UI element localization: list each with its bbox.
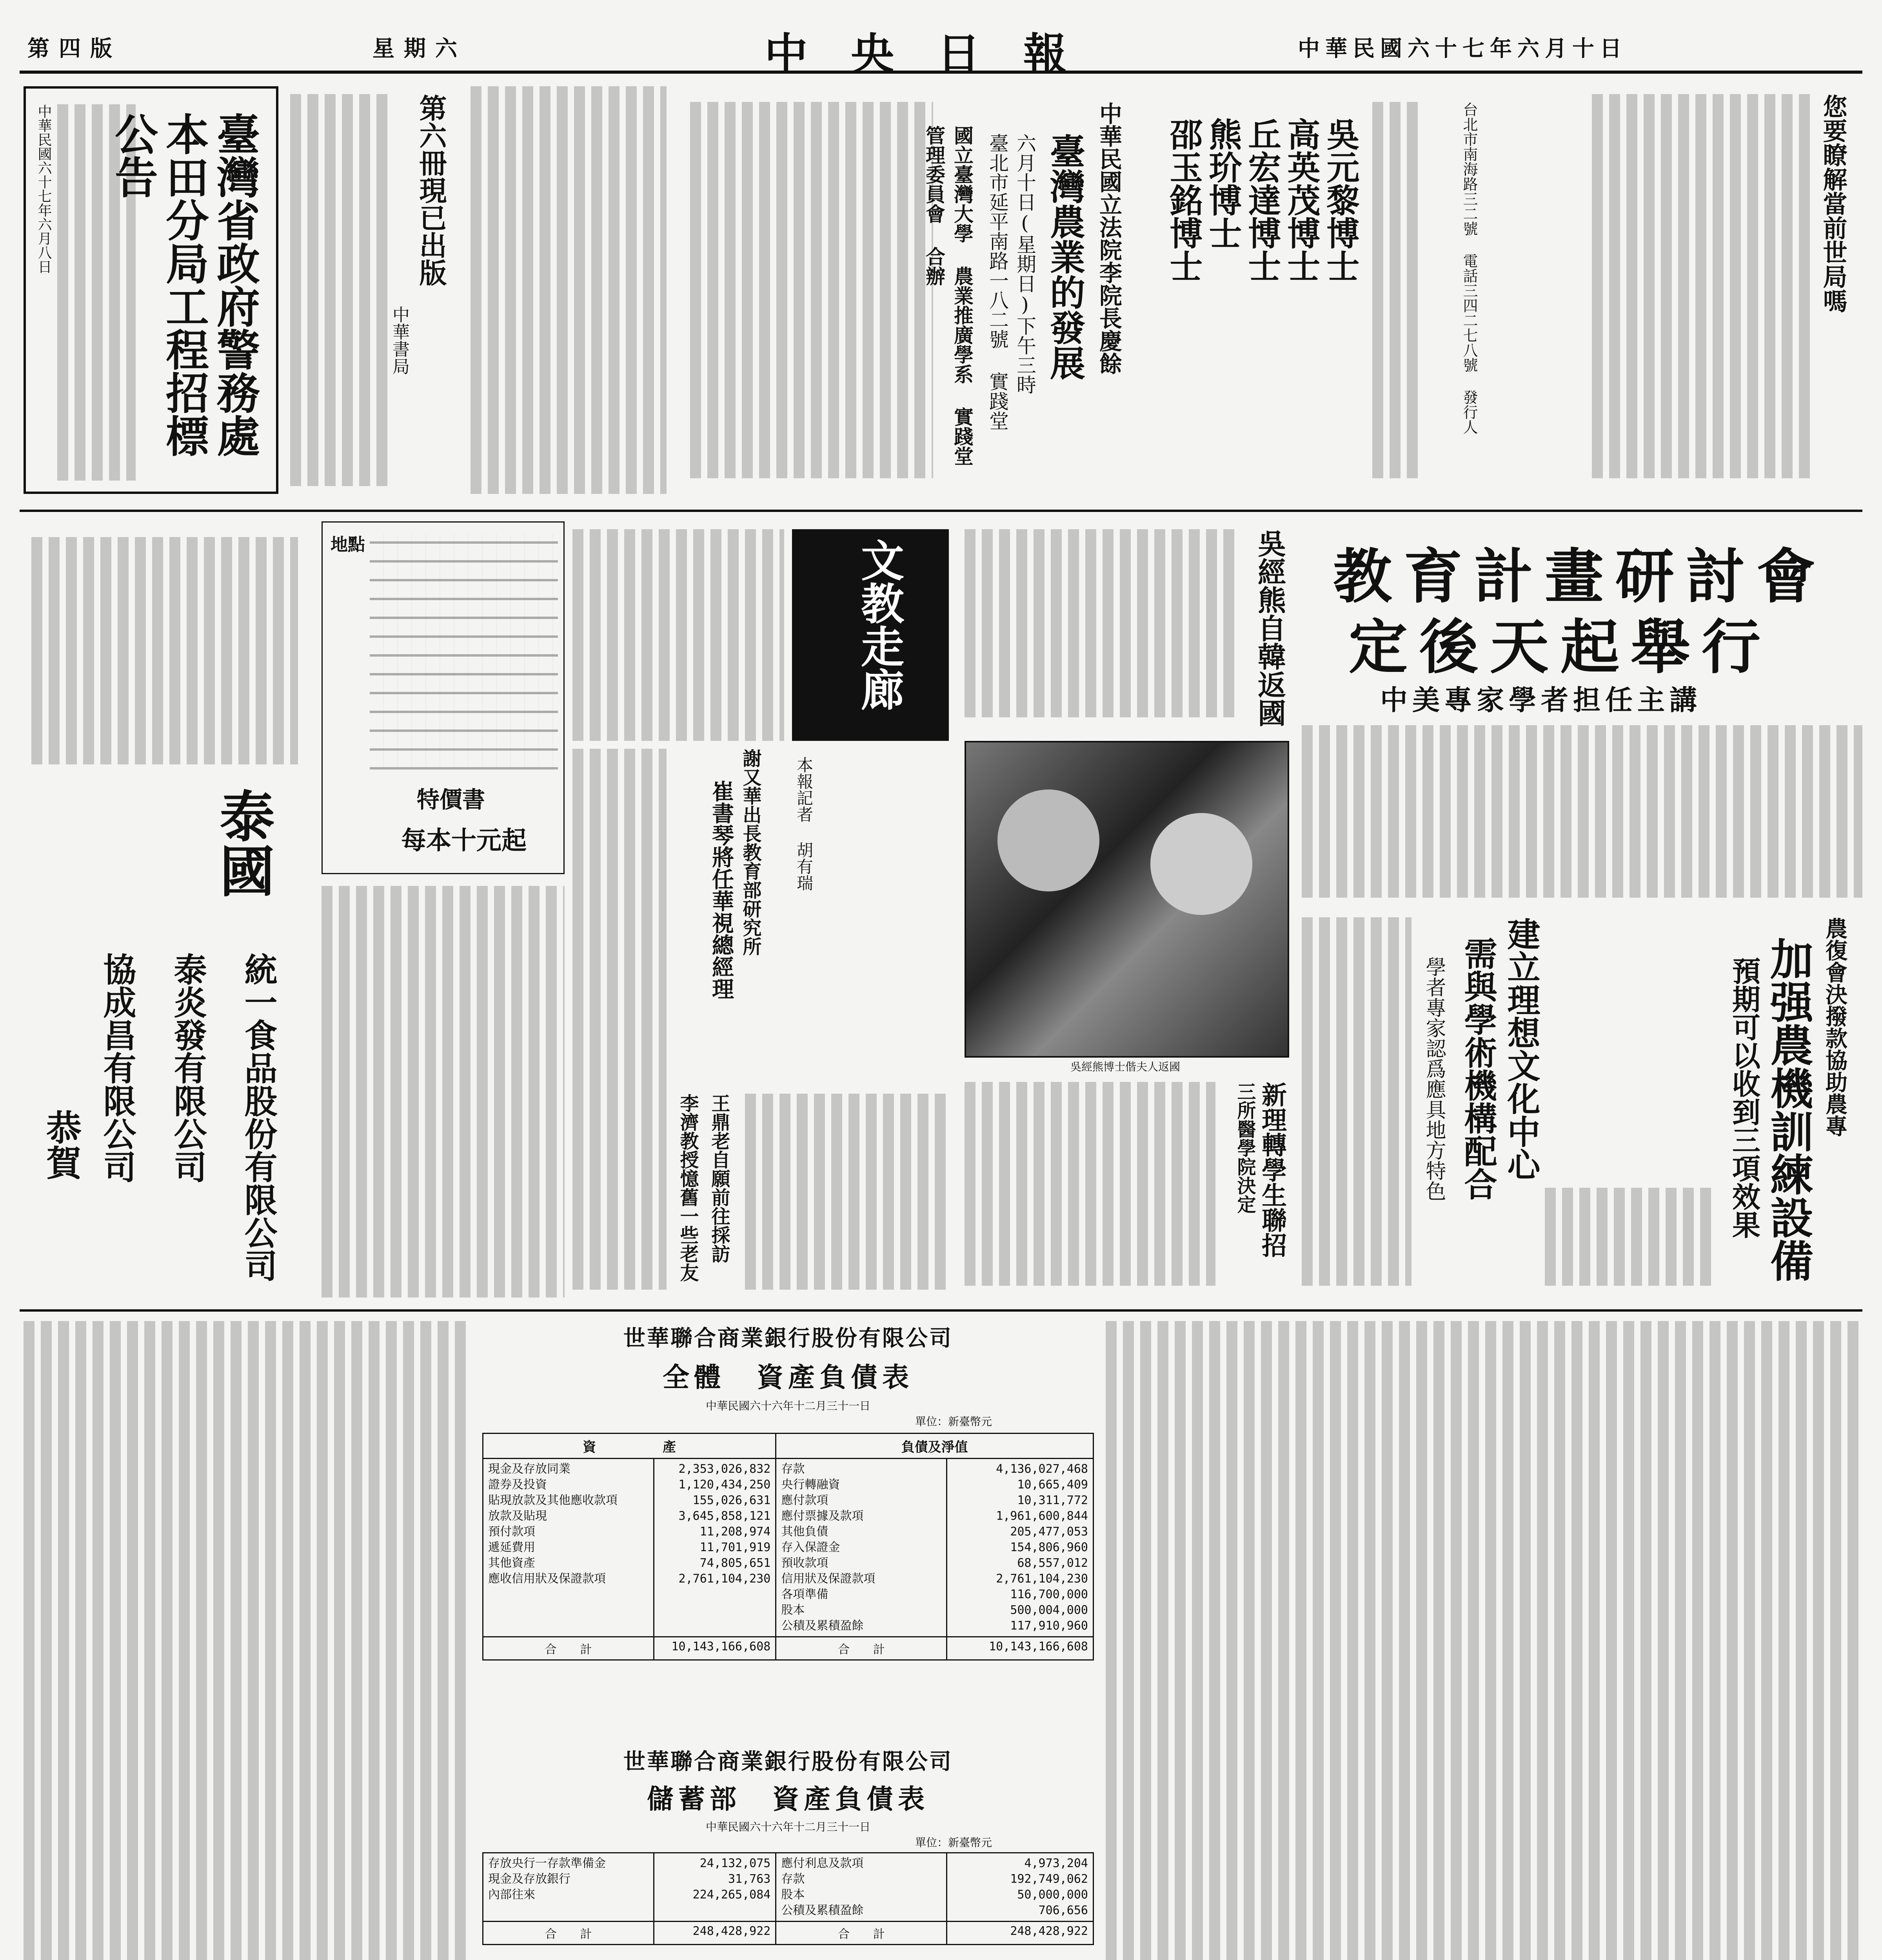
bs1-asset-amount: 1,120,434,250 [678,1478,771,1492]
bs2-asset-amount: 224,265,084 [692,1888,771,1902]
bs1-asset-item: 預付款項 [488,1525,535,1539]
vertical-ads [470,86,667,494]
wu-headline: 吳經熊自韓返國 [1253,529,1286,727]
bs1-asset-item: 放款及貼現 [488,1509,547,1523]
wu-article [957,521,1294,1298]
photo-person-left [997,789,1099,891]
bs1-liability-amount: 4,136,027,468 [996,1462,1088,1476]
bs1-total-assets: 10,143,166,608 [654,1637,776,1660]
event-time: 六月十日(星期日)下午三時 [1014,133,1036,394]
bs1-company: 世華聯合商業銀行股份有限公司 [623,1325,953,1351]
bs1-asset-item: 現金及存放同業 [488,1462,570,1476]
bs1-liability-item: 存入保證金 [781,1541,840,1554]
bs2-liability-amount: 50,000,000 [1017,1888,1088,1902]
bs1-liability-item: 預收款項 [781,1556,828,1570]
taiguo-company-2: 泰炎發有限公司 [169,953,207,1183]
main-headline-1: 教育計畫研討會 [1333,542,1828,611]
main-headline-2: 定後天起舉行 [1349,613,1773,682]
book-ad [290,86,455,494]
bs1-liability-amount: 154,806,960 [1010,1541,1088,1554]
taiguo-ad [24,521,306,1298]
map-label: 地點 [331,535,365,555]
agri-sub: 預期可以收到三項效果 [1728,956,1761,1239]
bs2-liability-amount: 706,656 [1038,1904,1088,1917]
bs2-liability-amount: 4,973,204 [1024,1857,1088,1870]
toc-title: 您要瞭解當前世局嗎 [1819,94,1847,313]
bs1-asset-item: 應收信用狀及保證款項 [488,1572,606,1586]
left-notices [24,1321,470,1960]
right-notices [1106,1321,1858,1960]
event-place: 臺北市延平南路一八二號 實踐堂 [986,133,1009,430]
event-topic: 臺灣農業的發展 [1044,133,1085,380]
bs2-title: 儲蓄部 資產負債表 [647,1784,929,1815]
bs1-assets-header: 資 產 [483,1434,776,1459]
bs2-company: 世華聯合商業銀行股份有限公司 [623,1749,953,1775]
bs2-asset-amount: 24,132,075 [699,1857,771,1870]
bs2-liability-item: 存款 [781,1872,805,1886]
bid-notice [24,86,278,494]
bid-notice-date: 中華民國六十七年六月八日 [36,104,52,274]
bs2-asset-item: 存放央行一存款準備金 [488,1857,606,1870]
masthead [20,16,1862,79]
column-headline-4: 李濟教授憶舊一些老友 [677,1094,699,1282]
price-text: 每本十元起 [401,826,527,855]
main-headline-sub: 中美專家學者担任主講 [1380,684,1702,716]
speaker-5: 邵玉銘博士 [1164,118,1203,282]
bs1-liability-amount: 10,311,772 [1017,1494,1088,1507]
bs1-liability-item: 存款 [781,1462,805,1476]
speaker-2: 高英茂博士 [1282,118,1321,282]
speaker-4: 熊玠博士 [1204,118,1243,249]
bs2-total-liabilities: 248,428,922 [947,1922,1094,1945]
bs1-liability-amount: 10,665,409 [1017,1478,1088,1492]
bs1-total-label: 合 計 [483,1637,654,1660]
balance-sheet-2 [482,1744,1094,1960]
bs1-asset-amount: 74,805,651 [699,1556,771,1570]
balance-sheet-1 [482,1321,1094,1733]
bs1-unit: 單位：新臺幣元 [915,1415,992,1428]
price-title: 特價書 [417,786,485,813]
event-host: 中華民國立法院李院長慶餘 [1095,102,1122,375]
bs2-date: 中華民國六十六年十二月三十一日 [705,1820,870,1833]
bs2-total-assets: 248,428,922 [654,1922,776,1945]
bs1-liability-amount: 116,700,000 [1010,1588,1088,1601]
culture-headline-2: 需與學術機構配合 [1459,937,1498,1200]
event-notice [682,86,1133,494]
bs1-asset-amount: 2,353,026,832 [678,1462,771,1476]
taiguo-company-3: 協成昌有限公司 [98,953,137,1183]
bs2-total-label-2: 合 計 [776,1922,947,1945]
bs1-liability-amount: 500,004,000 [1010,1603,1088,1617]
bs1-asset-amount: 2,761,104,230 [678,1572,771,1586]
bs1-total-liabilities: 10,143,166,608 [947,1637,1094,1660]
culture-headline-sub: 學者專家認爲應具地方特色 [1422,956,1446,1201]
book-ad-distributor: 中華書局 [389,306,409,375]
bs2-asset-item: 現金及存放銀行 [488,1872,570,1886]
speaker-3: 丘宏達博士 [1243,118,1282,282]
taiguo-note: 恭賀 [40,1109,82,1180]
speaker-1: 吳元黎博士 [1321,118,1360,282]
masthead-page: 第四版 [27,36,122,62]
bs1-asset-item: 證券及投資 [488,1478,547,1492]
bs1-asset-amount: 3,645,858,121 [678,1509,771,1523]
bs1-asset-item: 其他資產 [488,1556,535,1570]
bs1-date: 中華民國六十六年十二月三十一日 [705,1399,870,1412]
bs2-asset-amount: 31,763 [728,1872,771,1886]
photo [965,741,1289,1058]
bs1-liability-item: 信用狀及保證款項 [781,1572,876,1586]
medical-headline: 新理轉學生聯招 [1257,1082,1287,1258]
column-logo [792,529,949,741]
masthead-weekday: 星期六 [372,36,467,62]
bs1-total-label-2: 合 計 [776,1637,947,1660]
bs1-liability-item: 應付票據及款項 [781,1509,864,1523]
bs1-liability-amount: 68,557,012 [1017,1556,1088,1570]
agri-kicker: 農復會決撥款協助農專 [1822,917,1848,1137]
bs1-table [482,1433,1094,1661]
bs1-asset-item: 貼現放款及其他應收款項 [488,1494,618,1507]
bs1-liabilities-header: 負債及淨值 [776,1434,1094,1459]
column-headline-3: 王鼎老自願前往採訪 [708,1094,730,1263]
bs1-liability-item: 各項準備 [781,1588,828,1601]
bs1-liability-item: 應付款項 [781,1494,828,1507]
bs1-asset-amount: 11,701,919 [699,1541,771,1554]
speakers-box [1145,86,1427,494]
bs2-total-label: 合 計 [483,1922,654,1945]
bs1-liability-amount: 117,910,960 [1010,1619,1088,1633]
bs1-liability-item: 央行轉融資 [781,1478,840,1492]
bs1-title: 全體 資產負債表 [662,1362,914,1393]
map-box [322,521,565,874]
bs2-liability-item: 公積及累積盈餘 [781,1904,864,1917]
bs1-asset-item: 遞延費用 [488,1541,535,1554]
toc-publisher: 台北市南海路三二號 電話三四二七八號 發行人 [1461,102,1478,434]
bs1-liability-item: 其他負債 [781,1525,828,1539]
column-name: 文教走廊 [854,538,905,711]
column-headline-1: 謝又華出長教育部研究所 [739,749,761,956]
bs2-liability-amount: 192,749,062 [1010,1872,1088,1886]
book-ad-title: 第六冊現已出版 [415,94,447,286]
bs2-liability-item: 應付利息及款項 [781,1857,864,1870]
bid-notice-title: 臺灣省政府警務處本田分局工程招標公告 [108,112,260,457]
bs1-asset-amount: 11,208,974 [699,1525,771,1539]
bs1-liability-amount: 2,761,104,230 [996,1572,1088,1586]
notices-column [322,886,565,1298]
main-article [1302,521,1862,1298]
photo-caption: 吳經熊博士偕夫人返國 [1070,1060,1180,1073]
medical-sub: 三所醫學院決定 [1234,1082,1256,1214]
photo-person-right [1150,813,1252,915]
masthead-date: 中華民國六十七年六月十日 [1298,36,1627,62]
column-byline: 本報記者 胡有瑞 [794,757,814,891]
bs1-asset-amount: 155,026,631 [692,1494,771,1507]
bs2-asset-item: 內部往來 [488,1888,535,1902]
taiguo-title: 泰國 [211,788,275,898]
bs2-liability-item: 股本 [781,1888,805,1902]
bs2-table [482,1852,1094,1945]
taiguo-company-1: 統一食品股份有限公司 [239,953,278,1282]
culture-column [572,521,957,1298]
agri-headline: 加强農機訓練設備 [1763,937,1814,1282]
masthead-paper-name: 中央日報 [765,29,1110,79]
bs1-liability-amount: 205,477,053 [1010,1525,1088,1539]
event-organizers: 國立臺灣大學 農業推廣學系 實踐堂管理委員會 合辦 [923,125,974,466]
bs1-liability-item: 公積及累積盈餘 [781,1619,864,1633]
column-headline-2: 崔書琴將任華視總經理 [708,780,734,1000]
bs2-unit: 單位：新臺幣元 [915,1836,992,1849]
toc-box [1443,86,1858,494]
culture-headline-1: 建立理想文化中心 [1502,917,1541,1181]
bs1-liability-amount: 1,961,600,844 [996,1509,1088,1523]
bs1-liability-item: 股本 [781,1603,805,1617]
